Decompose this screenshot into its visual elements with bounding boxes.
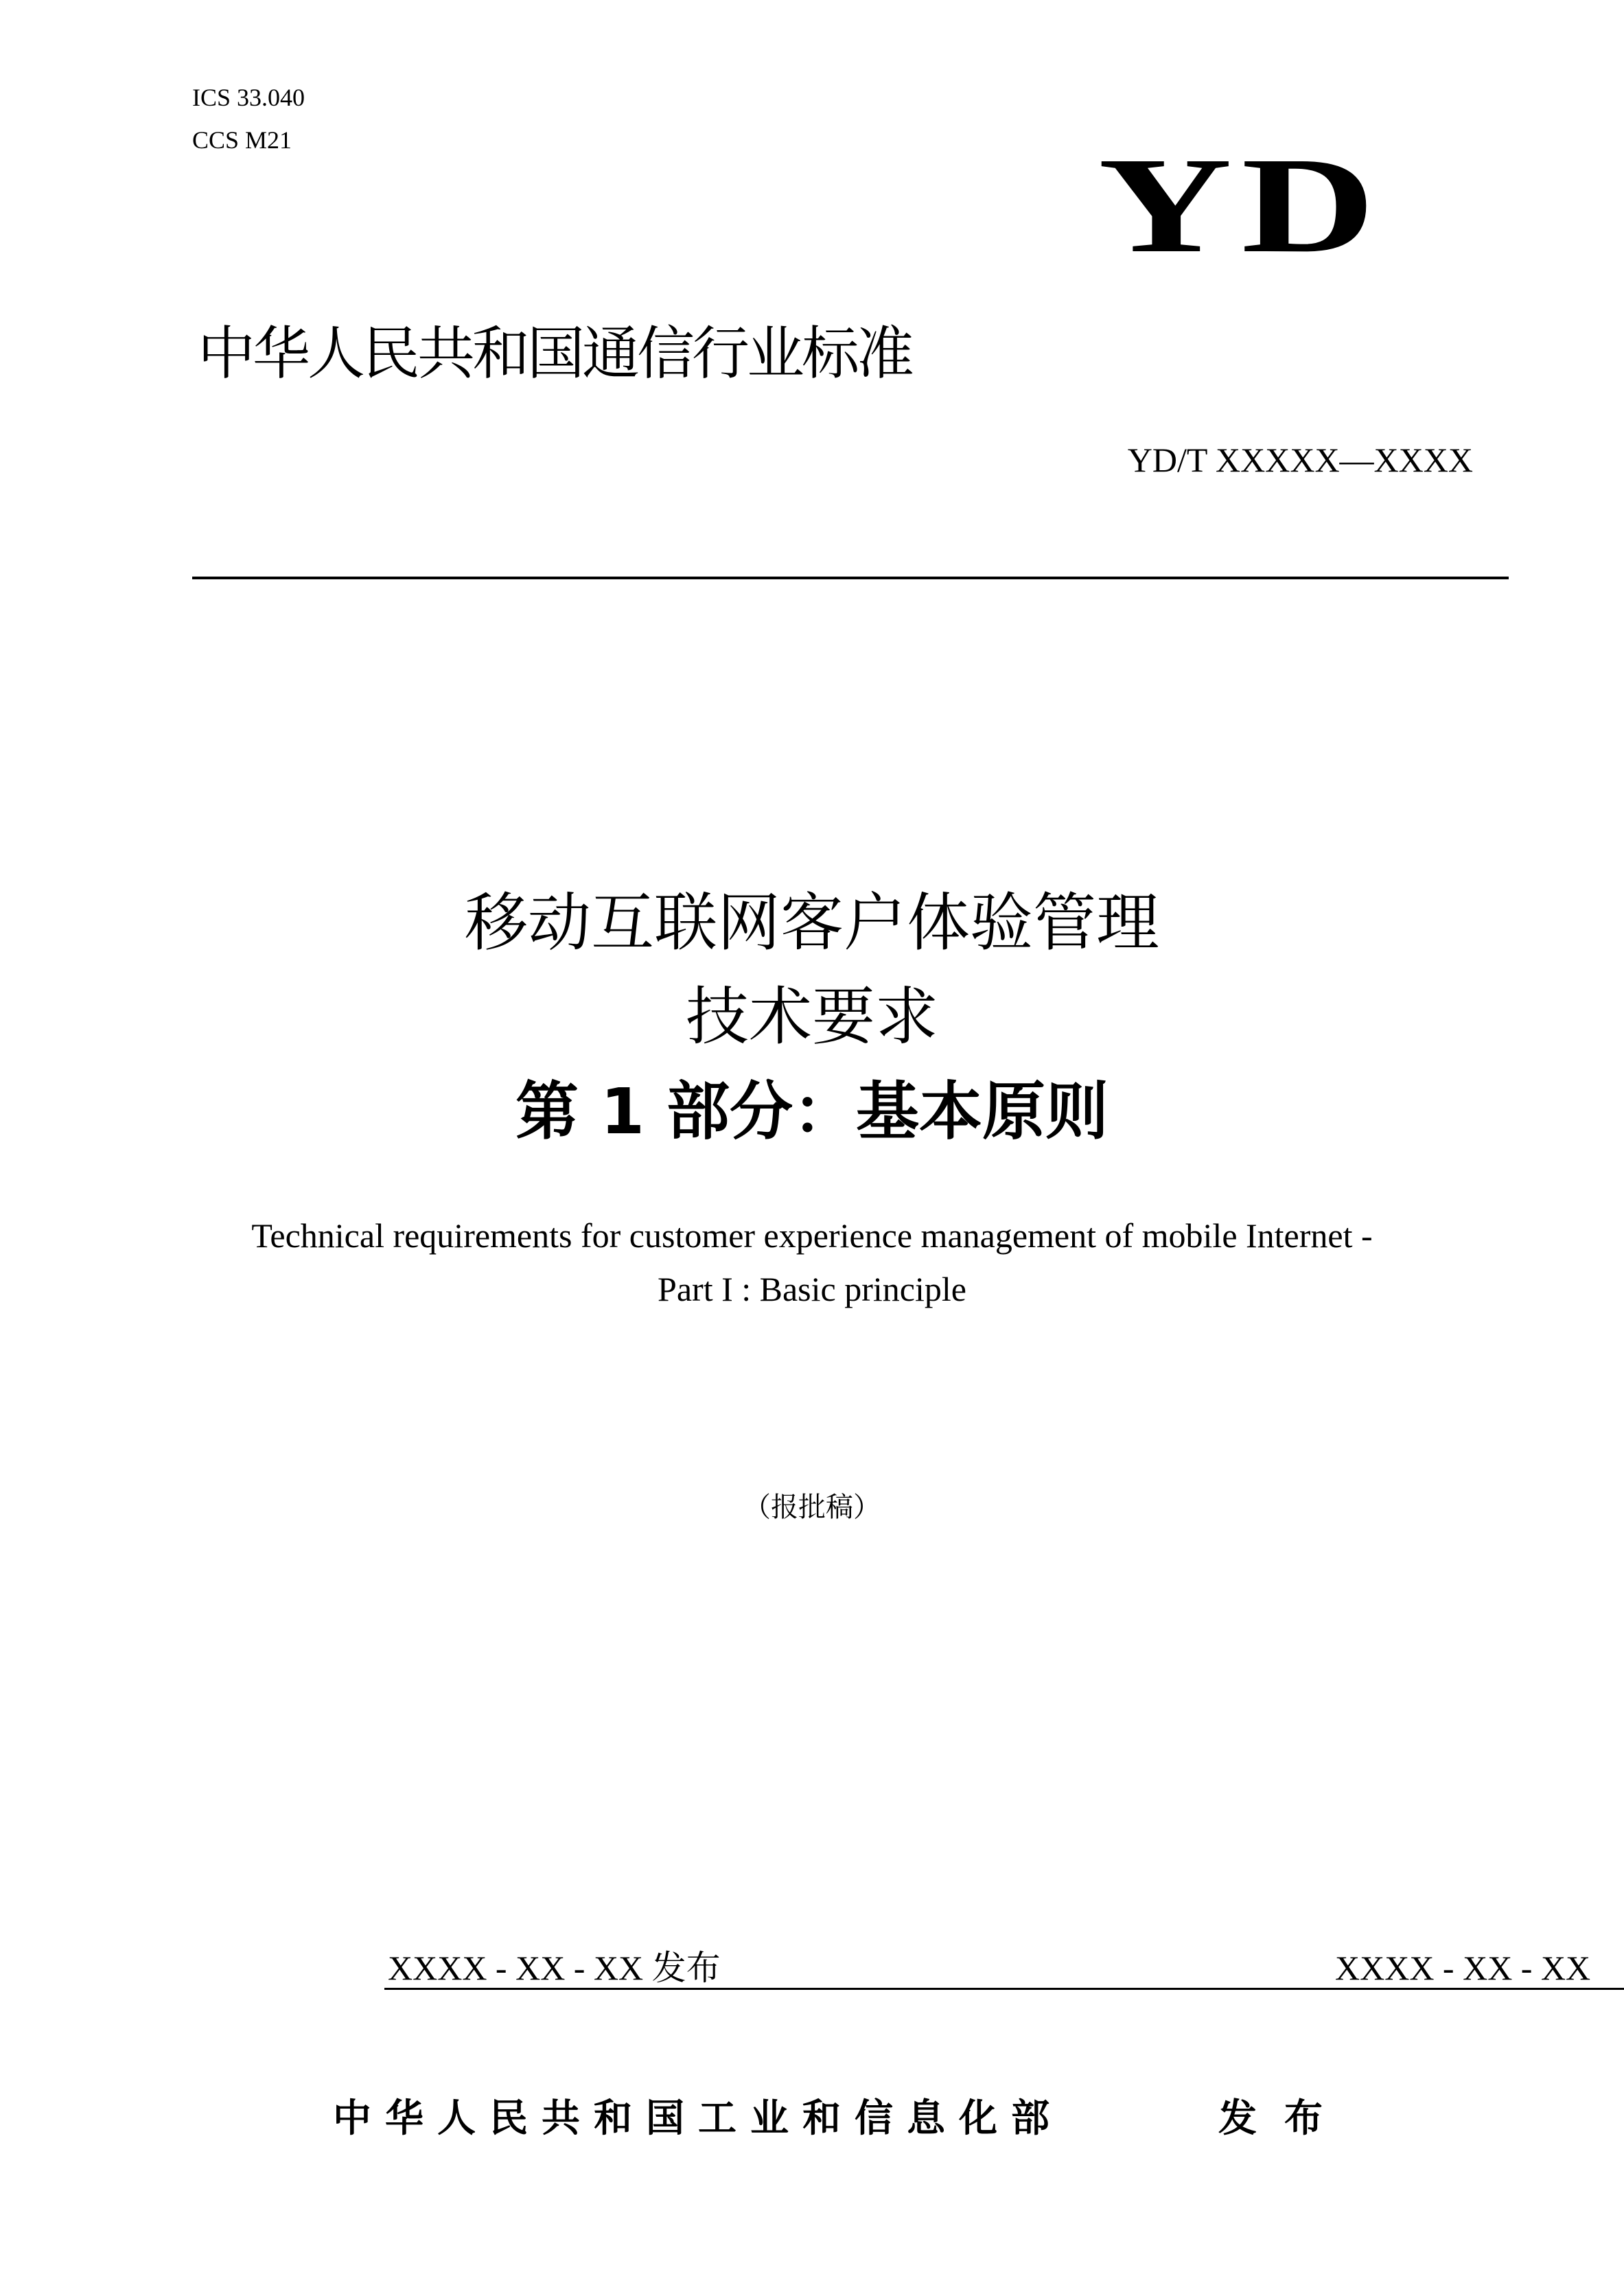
- title-en-line2: Part I : Basic principle: [658, 1270, 966, 1308]
- footer-divider: [384, 1988, 1624, 1990]
- title-zh-line2: 技术要求: [685, 980, 938, 1054]
- header-divider: [192, 577, 1509, 579]
- title-zh-line1: 移动互联网客户体验管理: [464, 886, 1159, 960]
- publish-date: XXXX - XX - XX 发布: [388, 1949, 721, 1987]
- title-en-line1: Technical requirements for customer experience management of mobile Internet -: [251, 1216, 1373, 1255]
- publish-label: 发布: [1218, 2096, 1350, 2141]
- ccs-code: CCS M21: [192, 126, 292, 154]
- publisher: 中华人民共和国工业和信息化部: [333, 2096, 1063, 2141]
- yd-logo: YD: [1098, 130, 1384, 281]
- standard-type: 中华人民共和国通信行业标准: [198, 320, 912, 387]
- draft-status: （报批稿）: [743, 1492, 881, 1523]
- ics-code: ICS 33.040: [192, 84, 305, 111]
- title-zh-line3: 第 1 部分：基本原则: [515, 1075, 1109, 1148]
- standard-number: YD/T XXXXX—XXXX: [1127, 441, 1473, 479]
- implement-date: XXXX - XX - XX: [1335, 1949, 1591, 1987]
